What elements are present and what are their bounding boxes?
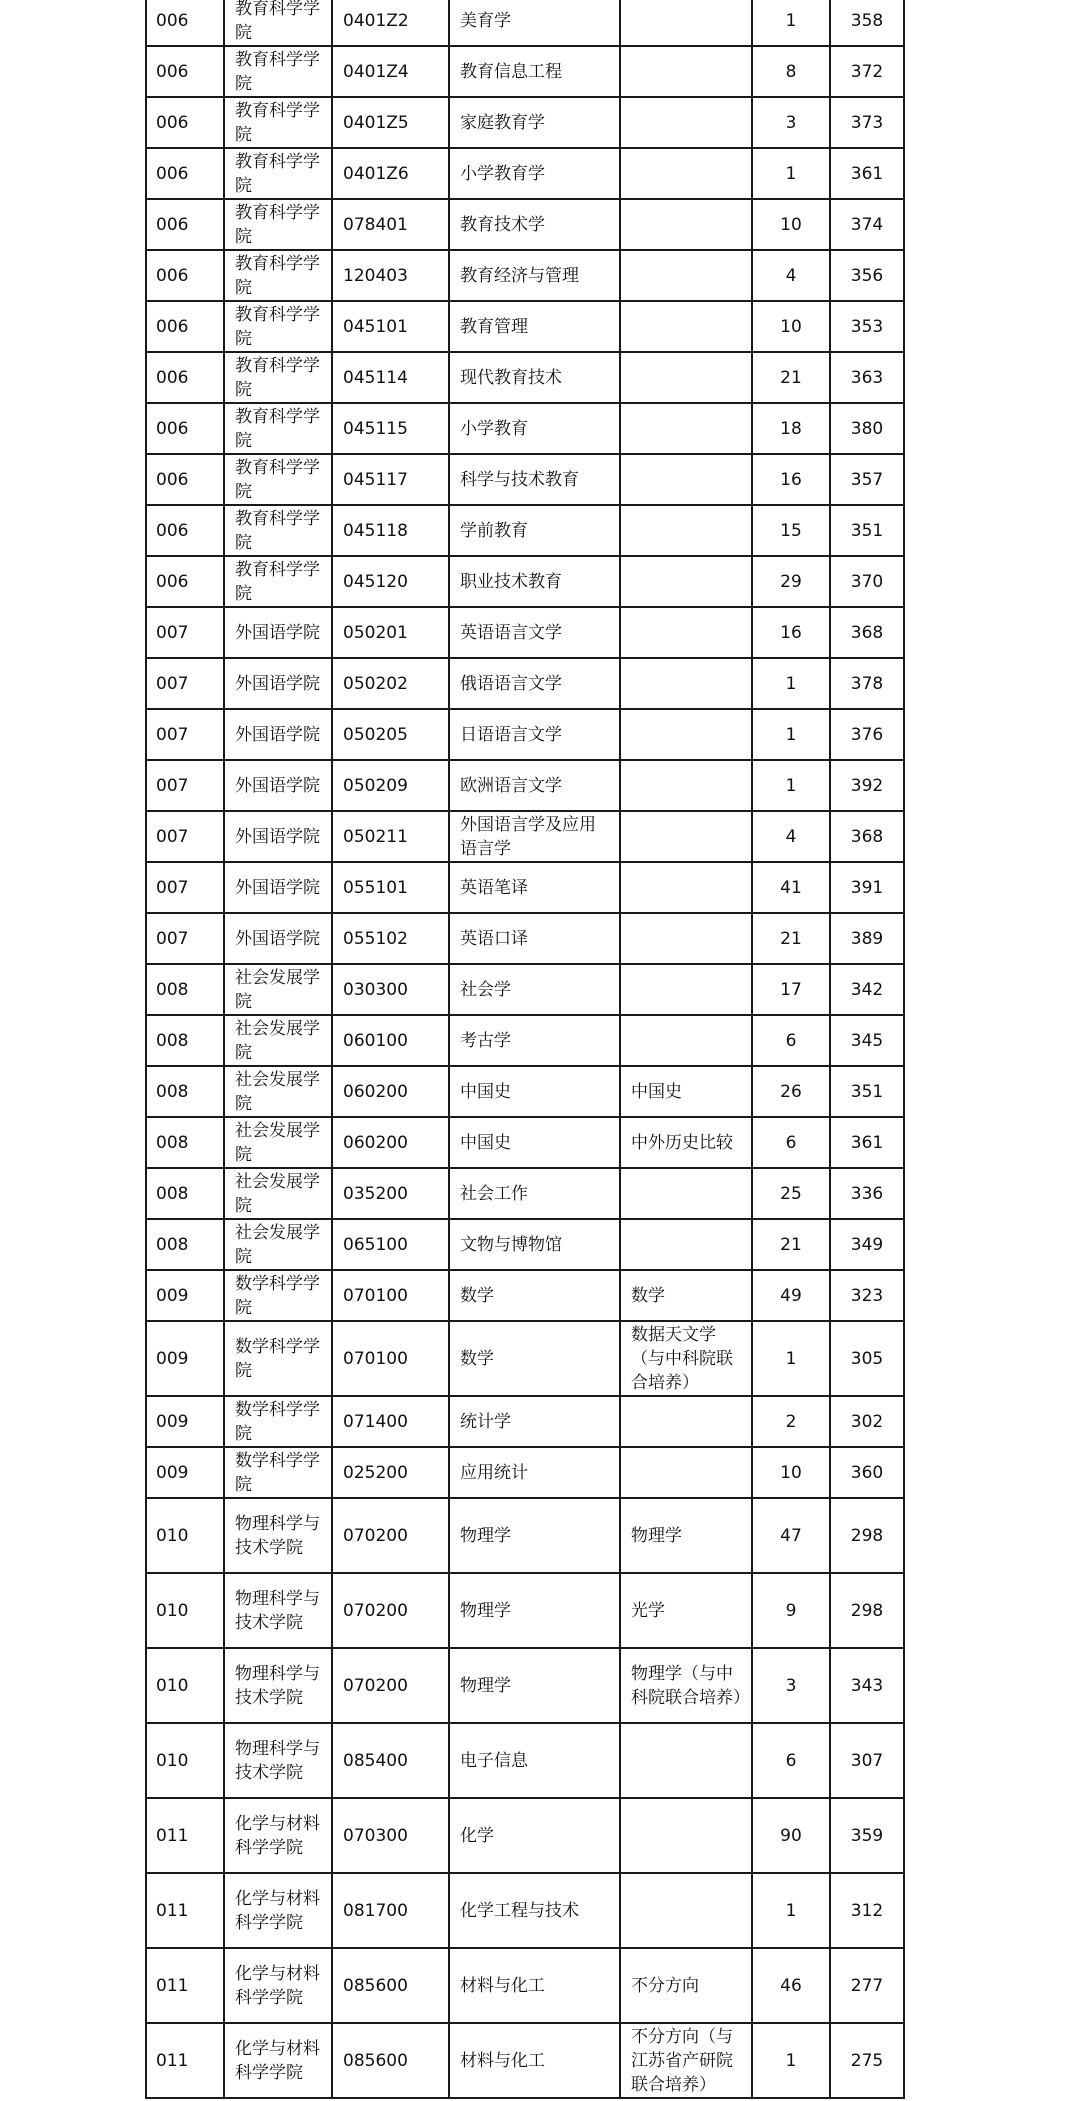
major-code-cell: 071400 [332, 1396, 449, 1447]
major-name-cell: 中国史 [449, 1066, 620, 1117]
research-direction-cell [620, 1015, 752, 1066]
major-name-cell: 应用统计 [449, 1447, 620, 1498]
research-direction-cell: 物理学 [620, 1498, 752, 1573]
college-code-cell: 007 [146, 760, 224, 811]
college-name-cell: 化学与材料科学学院 [224, 1873, 332, 1948]
cutoff-score-cell: 298 [830, 1498, 904, 1573]
table-row [146, 250, 904, 301]
admitted-count-cell: 21 [752, 913, 830, 964]
major-code-cell: 045115 [332, 403, 449, 454]
table-row [146, 0, 904, 46]
table-row [146, 1066, 904, 1117]
major-code-cell: 060100 [332, 1015, 449, 1066]
major-code-cell: 030300 [332, 964, 449, 1015]
cutoff-score-cell: 368 [830, 811, 904, 862]
table-row [146, 1219, 904, 1270]
college-code-cell: 006 [146, 454, 224, 505]
major-code-cell: 120403 [332, 250, 449, 301]
research-direction-cell: 物理学（与中科院联合培养） [620, 1648, 752, 1723]
college-code-cell: 010 [146, 1573, 224, 1648]
college-name-cell: 教育科学学院 [224, 97, 332, 148]
major-name-cell: 职业技术教育 [449, 556, 620, 607]
admitted-count-cell: 6 [752, 1117, 830, 1168]
major-name-cell: 电子信息 [449, 1723, 620, 1798]
college-code-cell: 007 [146, 607, 224, 658]
major-name-cell: 文物与博物馆 [449, 1219, 620, 1270]
cutoff-score-cell: 357 [830, 454, 904, 505]
college-name-cell: 社会发展学院 [224, 1015, 332, 1066]
admitted-count-cell: 15 [752, 505, 830, 556]
major-code-cell: 045120 [332, 556, 449, 607]
table-row [146, 505, 904, 556]
admitted-count-cell: 1 [752, 709, 830, 760]
major-code-cell: 0401Z6 [332, 148, 449, 199]
cutoff-score-cell: 368 [830, 607, 904, 658]
admitted-count-cell: 17 [752, 964, 830, 1015]
table-row [146, 1447, 904, 1498]
college-code-cell: 007 [146, 709, 224, 760]
table-row [146, 556, 904, 607]
major-code-cell: 050205 [332, 709, 449, 760]
table-row [146, 1723, 904, 1798]
research-direction-cell [620, 250, 752, 301]
admitted-count-cell: 6 [752, 1723, 830, 1798]
major-code-cell: 050211 [332, 811, 449, 862]
research-direction-cell [620, 0, 752, 46]
major-code-cell: 085400 [332, 1723, 449, 1798]
admitted-count-cell: 8 [752, 46, 830, 97]
college-code-cell: 006 [146, 505, 224, 556]
major-name-cell: 英语语言文学 [449, 607, 620, 658]
admitted-count-cell: 46 [752, 1948, 830, 2023]
table-row [146, 964, 904, 1015]
college-code-cell: 006 [146, 0, 224, 46]
major-name-cell: 俄语语言文学 [449, 658, 620, 709]
research-direction-cell [620, 607, 752, 658]
table-row [146, 199, 904, 250]
college-name-cell: 数学科学学院 [224, 1270, 332, 1321]
college-name-cell: 教育科学学院 [224, 250, 332, 301]
college-name-cell: 外国语学院 [224, 658, 332, 709]
college-name-cell: 数学科学学院 [224, 1447, 332, 1498]
cutoff-score-cell: 307 [830, 1723, 904, 1798]
cutoff-score-cell: 360 [830, 1447, 904, 1498]
major-name-cell: 教育经济与管理 [449, 250, 620, 301]
major-name-cell: 数学 [449, 1321, 620, 1396]
major-name-cell: 中国史 [449, 1117, 620, 1168]
admitted-count-cell: 49 [752, 1270, 830, 1321]
admitted-count-cell: 3 [752, 97, 830, 148]
admitted-count-cell: 21 [752, 1219, 830, 1270]
cutoff-score-cell: 345 [830, 1015, 904, 1066]
major-name-cell: 材料与化工 [449, 2023, 620, 2098]
college-code-cell: 010 [146, 1498, 224, 1573]
admitted-count-cell: 1 [752, 2023, 830, 2098]
research-direction-cell [620, 46, 752, 97]
table-row [146, 1498, 904, 1573]
college-code-cell: 009 [146, 1270, 224, 1321]
admitted-count-cell: 41 [752, 862, 830, 913]
college-name-cell: 教育科学学院 [224, 352, 332, 403]
college-name-cell: 物理科学与技术学院 [224, 1573, 332, 1648]
table-row [146, 403, 904, 454]
admitted-count-cell: 47 [752, 1498, 830, 1573]
table-row [146, 862, 904, 913]
major-name-cell: 化学 [449, 1798, 620, 1873]
cutoff-score-cell: 353 [830, 301, 904, 352]
major-name-cell: 社会学 [449, 964, 620, 1015]
research-direction-cell: 不分方向（与江苏省产研院联合培养） [620, 2023, 752, 2098]
major-code-cell: 0401Z2 [332, 0, 449, 46]
major-name-cell: 统计学 [449, 1396, 620, 1447]
major-code-cell: 045118 [332, 505, 449, 556]
major-name-cell: 物理学 [449, 1573, 620, 1648]
cutoff-score-cell: 349 [830, 1219, 904, 1270]
major-code-cell: 050209 [332, 760, 449, 811]
major-code-cell: 050201 [332, 607, 449, 658]
major-name-cell: 学前教育 [449, 505, 620, 556]
college-name-cell: 教育科学学院 [224, 301, 332, 352]
table-row [146, 1321, 904, 1396]
table-row [146, 607, 904, 658]
major-code-cell: 070300 [332, 1798, 449, 1873]
research-direction-cell: 数据天文学（与中科院联合培养） [620, 1321, 752, 1396]
cutoff-score-cell: 298 [830, 1573, 904, 1648]
major-name-cell: 英语笔译 [449, 862, 620, 913]
table-row [146, 97, 904, 148]
research-direction-cell [620, 913, 752, 964]
admitted-count-cell: 2 [752, 1396, 830, 1447]
cutoff-score-cell: 277 [830, 1948, 904, 2023]
major-name-cell: 家庭教育学 [449, 97, 620, 148]
cutoff-score-cell: 378 [830, 658, 904, 709]
research-direction-cell [620, 760, 752, 811]
research-direction-cell [620, 1219, 752, 1270]
major-code-cell: 081700 [332, 1873, 449, 1948]
admitted-count-cell: 9 [752, 1573, 830, 1648]
college-code-cell: 007 [146, 862, 224, 913]
table-row [146, 1396, 904, 1447]
admitted-count-cell: 1 [752, 760, 830, 811]
college-code-cell: 006 [146, 403, 224, 454]
major-code-cell: 045117 [332, 454, 449, 505]
college-name-cell: 教育科学学院 [224, 505, 332, 556]
table-row [146, 913, 904, 964]
table-row [146, 709, 904, 760]
major-code-cell: 085600 [332, 2023, 449, 2098]
major-name-cell: 外国语言学及应用语言学 [449, 811, 620, 862]
college-name-cell: 社会发展学院 [224, 1066, 332, 1117]
cutoff-score-cell: 361 [830, 148, 904, 199]
major-name-cell: 教育信息工程 [449, 46, 620, 97]
major-code-cell: 035200 [332, 1168, 449, 1219]
table-row [146, 760, 904, 811]
college-name-cell: 教育科学学院 [224, 403, 332, 454]
college-code-cell: 007 [146, 913, 224, 964]
table-row [146, 1948, 904, 2023]
table-row [146, 1168, 904, 1219]
major-name-cell: 美育学 [449, 0, 620, 46]
college-code-cell: 009 [146, 1396, 224, 1447]
research-direction-cell [620, 352, 752, 403]
college-code-cell: 009 [146, 1321, 224, 1396]
admitted-count-cell: 21 [752, 352, 830, 403]
cutoff-score-cell: 323 [830, 1270, 904, 1321]
college-code-cell: 010 [146, 1723, 224, 1798]
college-name-cell: 数学科学学院 [224, 1396, 332, 1447]
major-code-cell: 0401Z4 [332, 46, 449, 97]
major-code-cell: 025200 [332, 1447, 449, 1498]
cutoff-score-cell: 380 [830, 403, 904, 454]
admissions-table [145, 0, 905, 2099]
research-direction-cell [620, 1873, 752, 1948]
research-direction-cell [620, 1798, 752, 1873]
table-row [146, 1573, 904, 1648]
college-name-cell: 外国语学院 [224, 760, 332, 811]
admitted-count-cell: 16 [752, 454, 830, 505]
cutoff-score-cell: 392 [830, 760, 904, 811]
admitted-count-cell: 4 [752, 811, 830, 862]
table-row [146, 301, 904, 352]
admitted-count-cell: 10 [752, 1447, 830, 1498]
major-name-cell: 考古学 [449, 1015, 620, 1066]
research-direction-cell [620, 505, 752, 556]
research-direction-cell [620, 1168, 752, 1219]
college-code-cell: 006 [146, 199, 224, 250]
admitted-count-cell: 29 [752, 556, 830, 607]
major-code-cell: 045114 [332, 352, 449, 403]
college-code-cell: 011 [146, 2023, 224, 2098]
college-name-cell: 物理科学与技术学院 [224, 1723, 332, 1798]
college-code-cell: 006 [146, 148, 224, 199]
college-code-cell: 011 [146, 1948, 224, 2023]
cutoff-score-cell: 373 [830, 97, 904, 148]
college-name-cell: 教育科学学院 [224, 148, 332, 199]
college-name-cell: 社会发展学院 [224, 1117, 332, 1168]
college-name-cell: 外国语学院 [224, 913, 332, 964]
college-name-cell: 外国语学院 [224, 709, 332, 760]
major-name-cell: 小学教育 [449, 403, 620, 454]
admitted-count-cell: 90 [752, 1798, 830, 1873]
research-direction-cell [620, 97, 752, 148]
college-code-cell: 006 [146, 250, 224, 301]
college-code-cell: 008 [146, 1117, 224, 1168]
table-row [146, 148, 904, 199]
college-code-cell: 009 [146, 1447, 224, 1498]
college-name-cell: 教育科学学院 [224, 46, 332, 97]
research-direction-cell [620, 658, 752, 709]
table-row [146, 1873, 904, 1948]
major-code-cell: 070100 [332, 1270, 449, 1321]
college-name-cell: 社会发展学院 [224, 1219, 332, 1270]
major-code-cell: 055102 [332, 913, 449, 964]
college-code-cell: 011 [146, 1873, 224, 1948]
table-row [146, 454, 904, 505]
college-code-cell: 008 [146, 1219, 224, 1270]
college-code-cell: 007 [146, 658, 224, 709]
admitted-count-cell: 3 [752, 1648, 830, 1723]
table-row [146, 46, 904, 97]
major-code-cell: 070200 [332, 1573, 449, 1648]
major-name-cell: 物理学 [449, 1648, 620, 1723]
table-row [146, 1648, 904, 1723]
research-direction-cell [620, 301, 752, 352]
research-direction-cell [620, 709, 752, 760]
table-row [146, 1015, 904, 1066]
college-name-cell: 社会发展学院 [224, 964, 332, 1015]
cutoff-score-cell: 336 [830, 1168, 904, 1219]
research-direction-cell [620, 454, 752, 505]
admitted-count-cell: 10 [752, 199, 830, 250]
major-name-cell: 欧洲语言文学 [449, 760, 620, 811]
college-name-cell: 化学与材料科学学院 [224, 2023, 332, 2098]
admitted-count-cell: 26 [752, 1066, 830, 1117]
college-name-cell: 物理科学与技术学院 [224, 1498, 332, 1573]
major-name-cell: 科学与技术教育 [449, 454, 620, 505]
college-name-cell: 外国语学院 [224, 862, 332, 913]
major-code-cell: 070100 [332, 1321, 449, 1396]
college-code-cell: 010 [146, 1648, 224, 1723]
college-name-cell: 物理科学与技术学院 [224, 1648, 332, 1723]
research-direction-cell [620, 1723, 752, 1798]
major-name-cell: 小学教育学 [449, 148, 620, 199]
college-name-cell: 教育科学学院 [224, 556, 332, 607]
table-row [146, 2023, 904, 2098]
cutoff-score-cell: 351 [830, 505, 904, 556]
college-name-cell: 化学与材料科学学院 [224, 1948, 332, 2023]
college-code-cell: 006 [146, 352, 224, 403]
research-direction-cell [620, 556, 752, 607]
major-code-cell: 070200 [332, 1648, 449, 1723]
cutoff-score-cell: 389 [830, 913, 904, 964]
cutoff-score-cell: 342 [830, 964, 904, 1015]
major-code-cell: 045101 [332, 301, 449, 352]
major-name-cell: 教育技术学 [449, 199, 620, 250]
cutoff-score-cell: 356 [830, 250, 904, 301]
research-direction-cell: 数学 [620, 1270, 752, 1321]
research-direction-cell: 光学 [620, 1573, 752, 1648]
table-row [146, 1270, 904, 1321]
major-code-cell: 050202 [332, 658, 449, 709]
research-direction-cell [620, 964, 752, 1015]
cutoff-score-cell: 374 [830, 199, 904, 250]
cutoff-score-cell: 376 [830, 709, 904, 760]
major-name-cell: 社会工作 [449, 1168, 620, 1219]
admitted-count-cell: 1 [752, 1321, 830, 1396]
table-row [146, 811, 904, 862]
college-code-cell: 007 [146, 811, 224, 862]
major-name-cell: 化学工程与技术 [449, 1873, 620, 1948]
cutoff-score-cell: 361 [830, 1117, 904, 1168]
table-row [146, 658, 904, 709]
college-code-cell: 006 [146, 97, 224, 148]
cutoff-score-cell: 359 [830, 1798, 904, 1873]
research-direction-cell [620, 199, 752, 250]
research-direction-cell [620, 811, 752, 862]
major-name-cell: 教育管理 [449, 301, 620, 352]
research-direction-cell [620, 148, 752, 199]
cutoff-score-cell: 351 [830, 1066, 904, 1117]
major-code-cell: 060200 [332, 1066, 449, 1117]
major-name-cell: 数学 [449, 1270, 620, 1321]
admitted-count-cell: 6 [752, 1015, 830, 1066]
major-name-cell: 材料与化工 [449, 1948, 620, 2023]
college-name-cell: 社会发展学院 [224, 1168, 332, 1219]
major-name-cell: 英语口译 [449, 913, 620, 964]
admitted-count-cell: 16 [752, 607, 830, 658]
major-code-cell: 070200 [332, 1498, 449, 1573]
admitted-count-cell: 18 [752, 403, 830, 454]
research-direction-cell: 不分方向 [620, 1948, 752, 2023]
admitted-count-cell: 1 [752, 148, 830, 199]
cutoff-score-cell: 305 [830, 1321, 904, 1396]
cutoff-score-cell: 343 [830, 1648, 904, 1723]
college-code-cell: 006 [146, 301, 224, 352]
cutoff-score-cell: 275 [830, 2023, 904, 2098]
college-name-cell: 外国语学院 [224, 811, 332, 862]
admitted-count-cell: 4 [752, 250, 830, 301]
college-name-cell: 数学科学学院 [224, 1321, 332, 1396]
college-code-cell: 006 [146, 46, 224, 97]
cutoff-score-cell: 372 [830, 46, 904, 97]
admitted-count-cell: 10 [752, 301, 830, 352]
major-code-cell: 055101 [332, 862, 449, 913]
major-name-cell: 现代教育技术 [449, 352, 620, 403]
table-row [146, 352, 904, 403]
cutoff-score-cell: 358 [830, 0, 904, 46]
major-name-cell: 日语语言文学 [449, 709, 620, 760]
cutoff-score-cell: 302 [830, 1396, 904, 1447]
major-code-cell: 0401Z5 [332, 97, 449, 148]
research-direction-cell [620, 862, 752, 913]
college-code-cell: 006 [146, 556, 224, 607]
college-name-cell: 教育科学学院 [224, 454, 332, 505]
cutoff-score-cell: 370 [830, 556, 904, 607]
college-code-cell: 011 [146, 1798, 224, 1873]
college-code-cell: 008 [146, 1066, 224, 1117]
major-code-cell: 078401 [332, 199, 449, 250]
research-direction-cell: 中国史 [620, 1066, 752, 1117]
college-name-cell: 教育科学学院 [224, 0, 332, 46]
admitted-count-cell: 1 [752, 0, 830, 46]
admitted-count-cell: 1 [752, 658, 830, 709]
college-code-cell: 008 [146, 964, 224, 1015]
table-row [146, 1798, 904, 1873]
major-code-cell: 060200 [332, 1117, 449, 1168]
table-row [146, 1117, 904, 1168]
college-name-cell: 外国语学院 [224, 607, 332, 658]
research-direction-cell: 中外历史比较 [620, 1117, 752, 1168]
cutoff-score-cell: 363 [830, 352, 904, 403]
admitted-count-cell: 1 [752, 1873, 830, 1948]
cutoff-score-cell: 312 [830, 1873, 904, 1948]
research-direction-cell [620, 1447, 752, 1498]
college-code-cell: 008 [146, 1168, 224, 1219]
college-code-cell: 008 [146, 1015, 224, 1066]
major-code-cell: 085600 [332, 1948, 449, 2023]
college-name-cell: 教育科学学院 [224, 199, 332, 250]
college-name-cell: 化学与材料科学学院 [224, 1798, 332, 1873]
admitted-count-cell: 25 [752, 1168, 830, 1219]
major-name-cell: 物理学 [449, 1498, 620, 1573]
major-code-cell: 065100 [332, 1219, 449, 1270]
research-direction-cell [620, 1396, 752, 1447]
cutoff-score-cell: 391 [830, 862, 904, 913]
research-direction-cell [620, 403, 752, 454]
